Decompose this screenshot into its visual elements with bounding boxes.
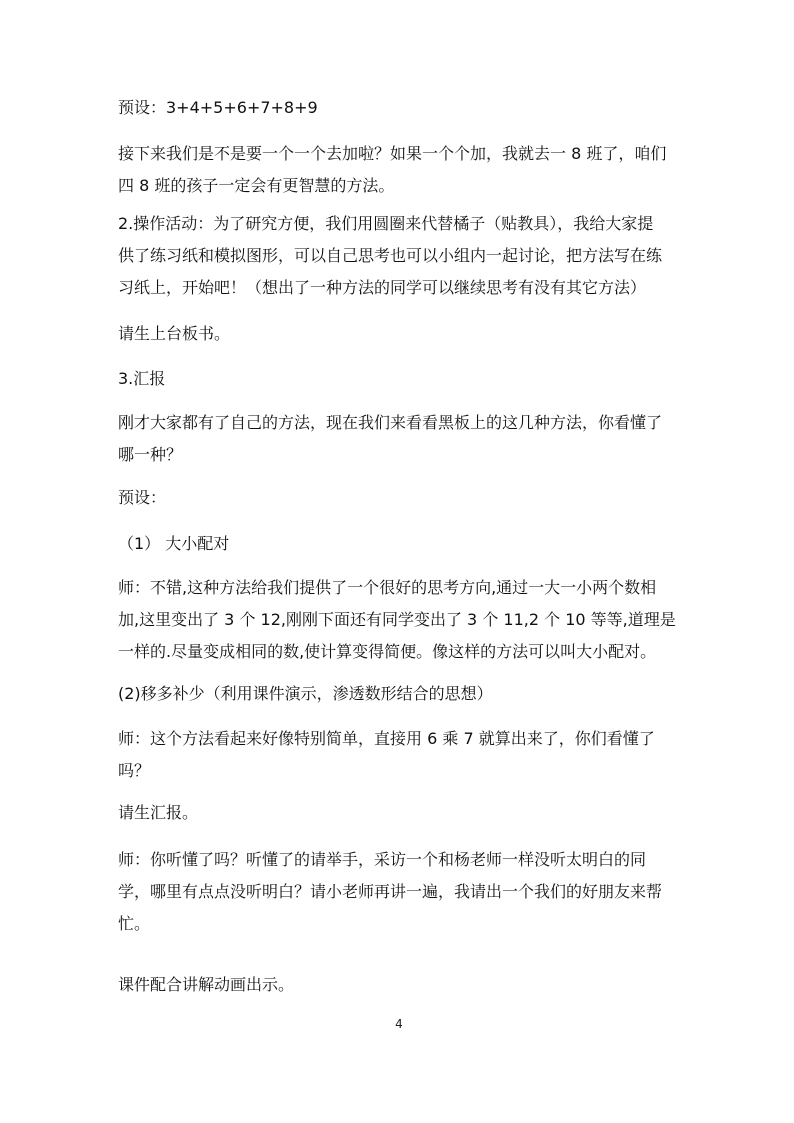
page-number: 4 <box>395 1017 403 1031</box>
text-line: 供了练习纸和模拟图形，可以自己思考也可以小组内一起讨论，把方法写在练 <box>118 246 663 265</box>
text-line: 请生上台板书。 <box>118 324 231 343</box>
text-line: 师：你听懂了吗？听懂了的请举手，采访一个和杨老师一样没听太明白的同 <box>118 850 647 869</box>
paragraph-method-1-title <box>118 528 678 560</box>
paragraph-courseware <box>118 969 678 1001</box>
paragraph-method-2-title <box>118 678 678 710</box>
text-line: 刚才大家都有了自己的方法，现在我们来看看黑板上的这几种方法，你看懂了 <box>118 413 663 432</box>
paragraph-teacher-interview <box>118 844 678 940</box>
paragraph-teacher-method-1 <box>118 572 678 668</box>
text-line: （1） 大小配对 <box>118 534 230 553</box>
text-line: 吗？ <box>118 761 151 780</box>
paragraph-board-writing <box>118 318 678 350</box>
paragraph-student-report <box>118 797 678 829</box>
text-line: 3.汇报 <box>118 369 166 388</box>
section-heading-report <box>118 363 678 395</box>
text-line: 预设： <box>118 488 167 507</box>
paragraph-intro-question <box>118 138 678 202</box>
text-line: 加,这里变出了 3 个 12,刚刚下面还有同学变出了 3 个 11,2 个 10 等等,道理是 <box>118 610 676 629</box>
text-line: 预设：3+4+5+6+7+8+9 <box>118 98 318 117</box>
text-line: 哪一种？ <box>118 445 183 464</box>
text-line: 请生汇报。 <box>118 803 199 822</box>
paragraph-teacher-method-2 <box>118 723 678 787</box>
text-line: 忙。 <box>118 914 151 933</box>
text-line: 课件配合讲解动画出示。 <box>118 975 295 994</box>
text-line: 2.操作活动：为了研究方便，我们用圆圈来代替橘子（贴教具），我给大家提 <box>118 214 654 233</box>
text-line: 师：不错,这种方法给我们提供了一个很好的思考方向,通过一大一小两个数相 <box>118 578 657 597</box>
text-line: 四 8 班的孩子一定会有更智慧的方法。 <box>118 176 395 195</box>
text-line: 学，哪里有点点没听明白？请小老师再讲一遍，我请出一个我们的好朋友来帮 <box>118 882 663 901</box>
paragraph-activity <box>118 208 678 304</box>
text-line: 师：这个方法看起来好像特别简单，直接用 6 乘 7 就算出来了，你们看懂了 <box>118 729 655 748</box>
text-line: 习纸上，开始吧！（想出了一种方法的同学可以继续思考有没有其它方法） <box>118 278 647 297</box>
text-line: 接下来我们是不是要一个一个去加啦？如果一个个加，我就去一 8 班了，咱们 <box>118 144 667 163</box>
text-line: (2)移多补少（利用课件演示，渗透数形结合的思想） <box>118 684 493 703</box>
paragraph-preset-label <box>118 482 678 514</box>
text-line: 一样的.尽量变成相同的数,使计算变得简便。像这样的方法可以叫大小配对。 <box>118 642 657 661</box>
paragraph-preset-sum <box>118 92 678 124</box>
paragraph-methods-question <box>118 407 678 471</box>
